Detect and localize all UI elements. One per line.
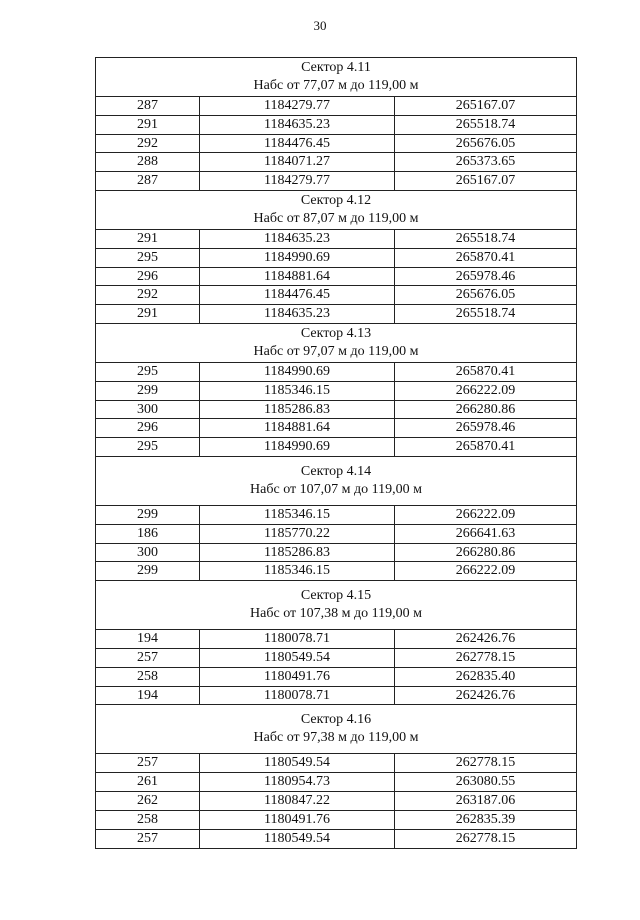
point-number-cell: 300 [96,401,200,419]
table-row [96,286,576,305]
table-row [96,773,576,792]
x-coordinate-cell: 1184635.23 [200,116,395,134]
section-elevation-range: Набс от 97,38 м до 119,00 м [253,730,419,746]
point-number-cell: 287 [96,97,200,115]
table-row [96,630,576,649]
section-title: Сектор 4.13 [300,325,372,341]
y-coordinate-cell: 265978.46 [455,268,516,284]
x-coordinate-cell: 1184279.77 [200,172,395,190]
x-coordinate-cell: 1180491.76 [200,811,395,829]
section-title: Сектор 4.11 [301,60,371,75]
table-row [96,153,576,172]
y-coordinate-cell: 265518.74 [455,306,516,322]
x-coordinate-cell: 1184476.45 [200,286,395,304]
x-coordinate-cell: 1184990.69 [200,249,395,267]
table-row [96,135,576,154]
y-coordinate-cell: 265676.05 [455,287,516,303]
table-row [96,562,576,581]
x-coordinate-cell: 1180549.54 [200,649,395,667]
table-row [96,438,576,457]
y-coordinate-cell: 262778.15 [455,649,516,665]
table-row [96,687,576,706]
point-number-cell: 299 [96,382,200,400]
x-coordinate-cell: 1180954.73 [200,773,395,791]
y-coordinate-cell: 265870.41 [455,363,516,379]
y-coordinate-cell: 262835.40 [455,668,516,684]
x-coordinate-cell: 1185346.15 [200,562,395,580]
point-number-cell: 295 [96,438,200,456]
y-coordinate-cell: 266280.86 [455,544,516,560]
point-number-cell: 194 [96,687,200,705]
table-row [96,116,576,135]
table-row [96,249,576,268]
table-row [96,830,576,849]
x-coordinate-cell: 1184990.69 [200,363,395,381]
x-coordinate-cell: 1184990.69 [200,438,395,456]
point-number-cell: 295 [96,249,200,267]
table-row [96,792,576,811]
table-row [96,754,576,773]
section-header [96,705,576,754]
section-title: Сектор 4.12 [300,192,372,208]
page-number: 30 [313,18,327,33]
point-number-cell: 262 [96,792,200,810]
y-coordinate-cell: 265676.05 [455,135,516,151]
y-coordinate-cell: 266222.09 [455,382,516,398]
point-number-cell: 291 [96,305,200,323]
y-coordinate-cell: 265870.41 [455,439,516,455]
point-number-cell: 257 [96,649,200,667]
x-coordinate-cell: 1184635.23 [200,230,395,248]
section-title: Сектор 4.14 [300,463,372,479]
y-coordinate-cell: 263080.55 [455,774,516,790]
x-coordinate-cell: 1180549.54 [200,830,395,849]
table-row [96,172,576,191]
point-number-cell: 296 [96,268,200,286]
x-coordinate-cell: 1185346.15 [200,506,395,524]
y-coordinate-cell: 266222.09 [455,563,516,579]
table-row [96,97,576,116]
section-header [96,191,576,230]
x-coordinate-cell: 1180549.54 [200,754,395,772]
x-coordinate-cell: 1180078.71 [200,630,395,648]
y-coordinate-cell: 263187.06 [455,792,516,808]
section-elevation-range: Набс от 97,07 м до 119,00 м [253,343,419,359]
y-coordinate-cell: 266222.09 [455,506,516,522]
table-row [96,230,576,249]
point-number-cell: 261 [96,773,200,791]
x-coordinate-cell: 1184476.45 [200,135,395,153]
y-coordinate-cell: 265870.41 [455,249,516,265]
table-row [96,363,576,382]
section-title: Сектор 4.15 [300,588,372,604]
y-coordinate-cell: 265978.46 [455,420,516,436]
x-coordinate-cell: 1185770.22 [200,525,395,543]
x-coordinate-cell: 1185346.15 [200,382,395,400]
x-coordinate-cell: 1180847.22 [200,792,395,810]
y-coordinate-cell: 265373.65 [455,154,516,170]
y-coordinate-cell: 265518.74 [455,230,516,246]
section-elevation-range: Набс от 77,07 м до 119,00 м [253,78,419,93]
section-header [96,581,576,630]
y-coordinate-cell: 262426.76 [455,687,516,703]
table-row [96,382,576,401]
point-number-cell: 292 [96,286,200,304]
y-coordinate-cell: 266641.63 [455,525,516,541]
point-number-cell: 186 [96,525,200,543]
x-coordinate-cell: 1184071.27 [200,153,395,171]
table-row [96,419,576,438]
y-coordinate-cell: 266280.86 [455,401,516,417]
x-coordinate-cell: 1184881.64 [200,268,395,286]
coordinates-table [95,57,577,849]
point-number-cell: 295 [96,363,200,381]
point-number-cell: 299 [96,506,200,524]
y-coordinate-cell: 265167.07 [455,173,516,189]
table-row [96,525,576,544]
point-number-cell: 296 [96,419,200,437]
section-elevation-range: Набс от 107,38 м до 119,00 м [250,606,422,622]
point-number-cell: 258 [96,668,200,686]
y-coordinate-cell: 265518.74 [455,116,516,132]
table-row [96,506,576,525]
table-row [96,811,576,830]
point-number-cell: 288 [96,153,200,171]
section-header [96,457,576,506]
table-row [96,668,576,687]
point-number-cell: 300 [96,544,200,562]
point-number-cell: 291 [96,116,200,134]
y-coordinate-cell: 262835.39 [455,811,516,827]
section-elevation-range: Набс от 87,07 м до 119,00 м [253,210,419,226]
y-coordinate-cell: 265167.07 [455,98,516,113]
point-number-cell: 194 [96,630,200,648]
point-number-cell: 292 [96,135,200,153]
table-row [96,401,576,420]
y-coordinate-cell: 262778.15 [455,830,516,846]
table-row [96,649,576,668]
section-title: Сектор 4.16 [300,712,372,728]
section-elevation-range: Набс от 107,07 м до 119,00 м [250,481,422,497]
x-coordinate-cell: 1184635.23 [200,305,395,323]
table-row [96,268,576,287]
point-number-cell: 257 [96,754,200,772]
x-coordinate-cell: 1185286.83 [200,401,395,419]
x-coordinate-cell: 1184881.64 [200,419,395,437]
section-header [96,324,576,363]
point-number-cell: 258 [96,811,200,829]
table-row [96,544,576,563]
x-coordinate-cell: 1180491.76 [200,668,395,686]
x-coordinate-cell: 1180078.71 [200,687,395,705]
x-coordinate-cell: 1185286.83 [200,544,395,562]
y-coordinate-cell: 262778.15 [455,755,516,771]
point-number-cell: 287 [96,172,200,190]
point-number-cell: 299 [96,562,200,580]
y-coordinate-cell: 262426.76 [455,631,516,647]
table-row [96,305,576,324]
point-number-cell: 257 [96,830,200,849]
point-number-cell: 291 [96,230,200,248]
x-coordinate-cell: 1184279.77 [200,97,395,115]
section-header [96,58,576,97]
